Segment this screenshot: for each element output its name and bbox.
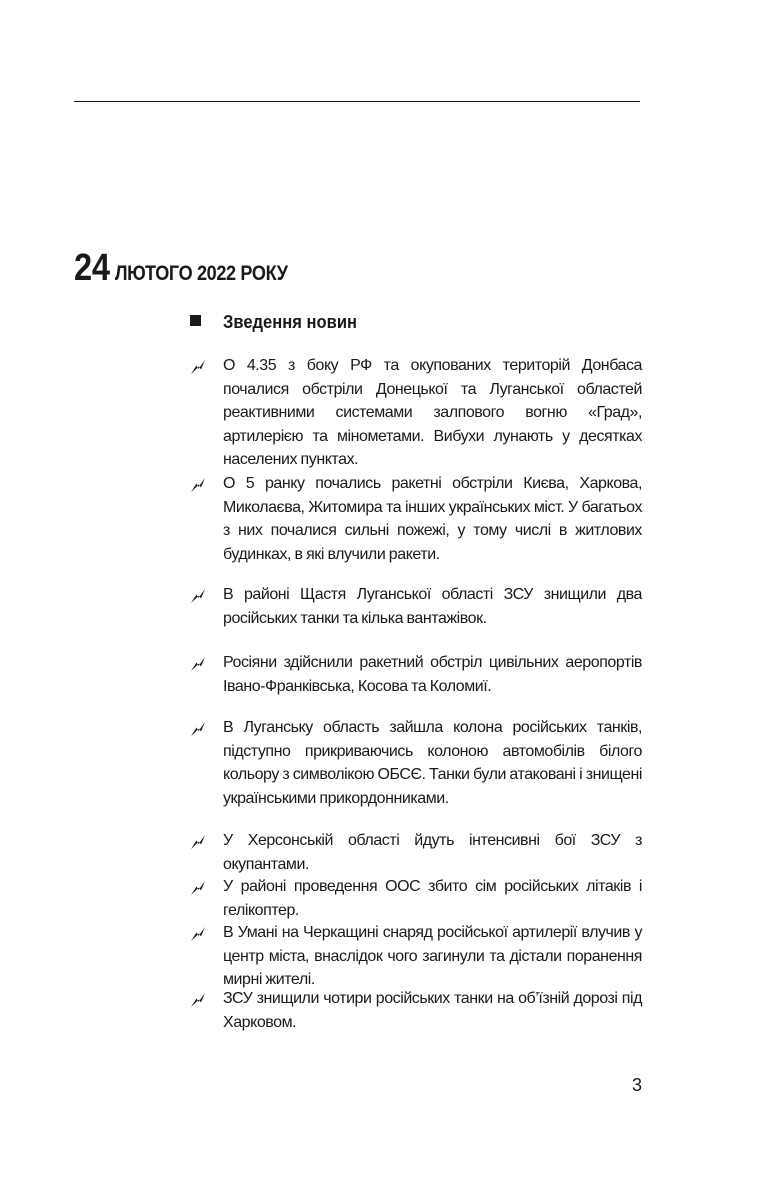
news-item	[190, 921, 642, 992]
news-text: Росіяни здійснили ракетний обстріл цивільних аеропортів Івано-Франківська, Косова та Коломиї.	[223, 654, 642, 695]
news-text: О 4.35 з боку РФ та окупованих територій Донбаса почалися обстріли Донецької та Луганської областей реактивними системами залпового вогню «Град», артилерією та мінометами. Вибухи лунають у десятках населених пунктах.	[223, 357, 642, 468]
news-item	[190, 875, 642, 922]
square-bullet-icon	[190, 315, 201, 326]
news-text: У Херсонській області йдуть інтенсивні бої ЗСУ з окупантами.	[223, 832, 642, 873]
news-item	[190, 716, 642, 810]
bolt-icon	[190, 926, 206, 942]
section-title: Зведення новин	[223, 312, 358, 332]
news-item	[190, 829, 642, 876]
page-heading	[74, 244, 288, 292]
bolt-icon	[190, 992, 206, 1008]
news-text: В районі Щастя Луганської області ЗСУ знищили два російських танки та кілька вантажівок.	[223, 586, 642, 627]
top-rule	[74, 101, 640, 102]
bolt-icon	[190, 359, 206, 375]
heading-month-year: ЛЮТОГО 2022 РОКУ	[114, 262, 288, 285]
bolt-icon	[190, 721, 206, 737]
heading-day: 24	[74, 247, 110, 289]
bolt-icon	[190, 834, 206, 850]
page-number: 3	[631, 1075, 642, 1095]
news-item	[190, 651, 642, 698]
bolt-icon	[190, 880, 206, 896]
news-item	[190, 354, 642, 472]
bolt-icon	[190, 477, 206, 493]
bolt-icon	[190, 588, 206, 604]
bolt-icon	[190, 656, 206, 672]
news-text: В Луганську область зайшла колона російських танків, підступно прикриваючись колоною автомобілів білого кольору з символікою ОБСЄ. Танки були атаковані і знищені українськими прикордонниками.	[223, 719, 642, 807]
news-text: О 5 ранку почались ракетні обстріли Києва, Харкова, Миколаєва, Житомира та інших українських міст. У багатьох з них почалися сильні пожежі, у тому числі в житлових будинках, в які влучили ракети.	[223, 475, 642, 563]
news-item	[190, 987, 642, 1034]
news-text: ЗСУ знищили чотири російських танки на об’їзній дорозі під Харковом.	[223, 990, 642, 1031]
news-text: В Умані на Черкащині снаряд російської артилерії влучив у центр міста, внаслідок чого загинули та дістали поранення мирні жителі.	[223, 924, 642, 988]
news-item	[190, 472, 642, 566]
news-item	[190, 583, 642, 630]
news-text: У районі проведення ООС збито сім російських літаків і гелікоптер.	[223, 878, 642, 919]
